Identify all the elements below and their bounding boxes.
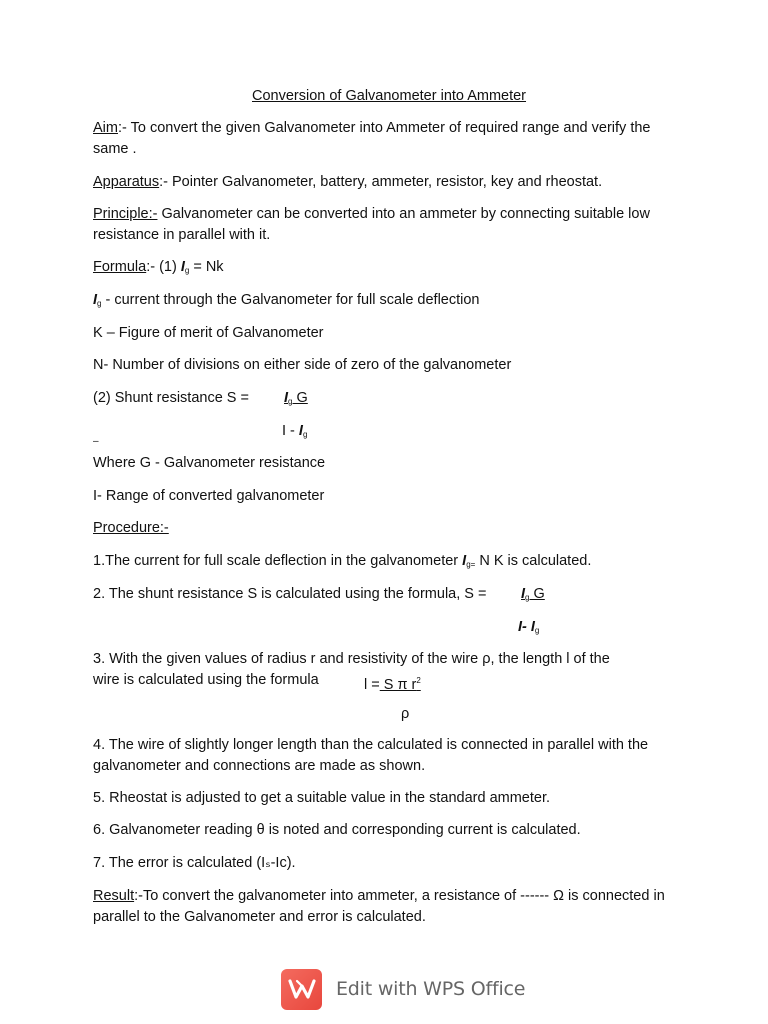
ig-subscript: g — [97, 299, 102, 308]
principle-label: Principle:- — [93, 206, 158, 222]
procedure-step-7: 7. The error is calculated (Iₛ-Iᴄ). — [93, 855, 296, 871]
step2-numerator-rest: G — [529, 586, 545, 602]
shunt-denominator-prefix: I - — [282, 423, 299, 439]
page-title: Conversion of Galvanometer into Ammeter — [252, 88, 527, 104]
g-definition: Where G - Galvanometer resistance — [93, 455, 326, 471]
k-definition: K – Figure of merit of Galvanometer — [93, 325, 324, 341]
procedure-step-5: 5. Rheostat is adjusted to get a suitable value in the standard ammeter. — [93, 790, 551, 806]
shunt-numerator-rest: G — [292, 390, 308, 406]
wps-w-glyph — [288, 978, 316, 1000]
principle-text: Galvanometer can be converted into an ammeter by connecting suitable low resistance in parallel with it. — [93, 206, 650, 243]
principle-paragraph — [93, 204, 673, 246]
procedure-step-6: 6. Galvanometer reading θ is noted and corresponding current is calculated. — [93, 822, 581, 838]
result-label: Result — [93, 888, 135, 904]
stray-dash: – — [93, 436, 99, 447]
step1-text-a: 1.The current for full scale deflection in the galvanometer — [93, 553, 463, 569]
apparatus-paragraph — [93, 172, 673, 193]
step3-numerator — [380, 677, 421, 693]
result-text: :-To convert the galvanometer into ammeter, a resistance of ------ Ω is connected in parallel to the Galvanometer and error is calculated. — [93, 888, 665, 925]
result-paragraph — [93, 886, 673, 928]
wps-edit-banner[interactable] — [281, 968, 525, 1010]
apparatus-text: :- Pointer Galvanometer, battery, ammeter, resistor, key and rheostat. — [159, 174, 603, 190]
step2-numerator — [521, 584, 545, 608]
shunt-formula-label: (2) Shunt resistance S = — [93, 390, 249, 406]
apparatus-label: Apparatus — [93, 174, 160, 190]
step3-numerator-text: S π r — [379, 677, 417, 693]
ig-subscript: g — [184, 266, 190, 275]
step1-subscript: g= — [466, 560, 476, 569]
step3-equation — [364, 670, 421, 696]
shunt-denominator — [282, 421, 307, 445]
step3-superscript: 2 — [416, 676, 421, 685]
aim-text: :- To convert the given Galvanometer into Ammeter of required range and verify the same . — [93, 120, 651, 157]
i-definition: I- Range of converted galvanometer — [93, 488, 325, 504]
ig-definition — [93, 290, 479, 314]
procedure-step-2: 2. The shunt resistance S is calculated using the formula, S = — [93, 586, 487, 602]
wps-logo-icon[interactable] — [281, 969, 322, 1010]
step2-denominator-prefix: I- — [518, 619, 531, 635]
ig-description: - current through the Galvanometer for full scale deflection — [101, 292, 480, 308]
ig-subscript: g — [302, 430, 308, 439]
aim-paragraph — [93, 118, 673, 160]
procedure-step-3-line-1: 3. With the given values of radius r and resistivity of the wire ρ, the length l of the — [93, 651, 610, 667]
ig-subscript: g — [525, 593, 530, 602]
aim-label: Aim — [93, 120, 118, 136]
step3-denominator: ρ — [401, 706, 410, 722]
procedure-heading: Procedure:- — [93, 520, 169, 536]
ig-symbol: I — [530, 619, 535, 635]
ig-symbol: I — [521, 586, 526, 602]
ig-subscript: g — [534, 626, 540, 635]
formula-prefix: :- (1) — [146, 259, 177, 275]
ig-symbol: I — [180, 259, 185, 275]
formula-eq1: = Nk — [189, 259, 224, 275]
ig-symbol: I — [462, 553, 467, 569]
ig-symbol: I — [298, 423, 303, 439]
step2-denominator — [518, 617, 539, 641]
shunt-numerator — [284, 388, 308, 412]
formula-label: Formula — [93, 259, 147, 275]
ig-symbol: I — [284, 390, 289, 406]
ig-subscript: g — [288, 397, 293, 406]
n-definition: N- Number of divisions on either side of zero of the galvanometer — [93, 357, 512, 373]
procedure-step-1 — [93, 551, 591, 575]
procedure-step-3-line-2: wire is calculated using the formula — [93, 672, 319, 688]
step3-eq-label: l = — [364, 677, 380, 693]
formula-line — [93, 257, 224, 281]
step1-text-b: N K is calculated. — [475, 553, 592, 569]
wps-edit-label[interactable]: Edit with WPS Office — [336, 977, 526, 1000]
procedure-step-4: 4. The wire of slightly longer length than the calculated is connected in parallel with the galvanometer and connections are made as shown. — [93, 737, 649, 774]
ig-symbol: I — [93, 292, 98, 308]
